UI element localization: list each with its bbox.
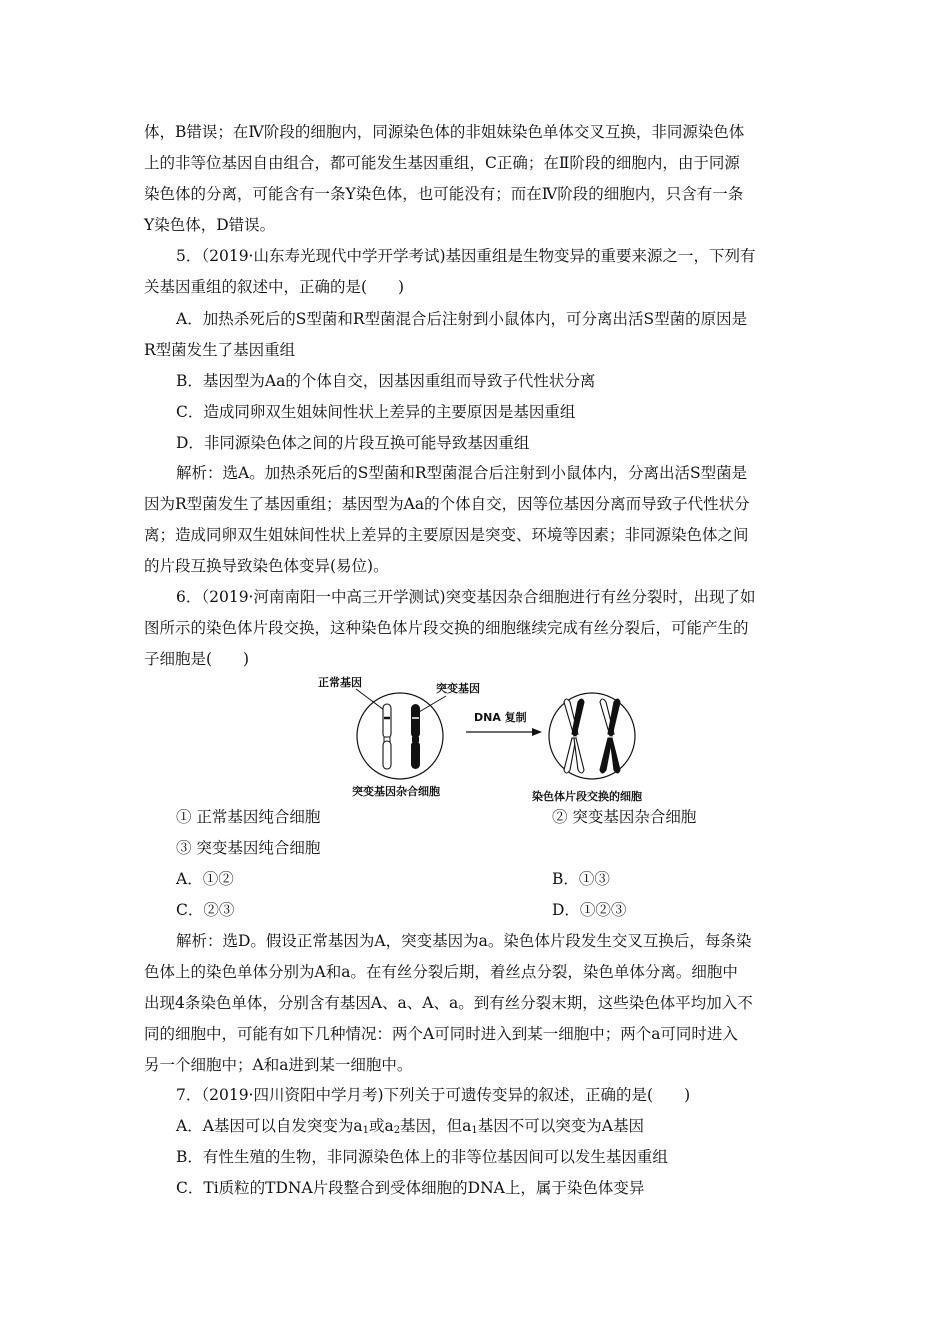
option-text: A．A基因可以自发突变为a [176, 1117, 363, 1135]
question-6-stem: 图所示的染色体片段交换，这种染色体片段交换的细胞继续完成有丝分裂后，可能产生的 [144, 619, 749, 637]
answer-6: 另一个细胞中；A和a进到某一细胞中。 [144, 1056, 413, 1074]
question-6-option-c: C．②③ [176, 901, 235, 919]
question-5-option-a: R型菌发生了基因重组 [144, 341, 296, 359]
question-5-option-c: C．造成同卵双生姐妹间性状上差异的主要原因是基因重组 [176, 403, 576, 421]
answer-6: 出现4条染色单体，分别含有基因A、a、A、a。到有丝分裂末期，这些染色体平均加入不 [144, 994, 753, 1012]
mutant-chromosome [411, 704, 420, 738]
answer-5: 解析：选A。加热杀死后的S型菌和R型菌混合后注射到小鼠体内，分离出活S型菌是 [176, 464, 748, 482]
answer-6: 同的细胞中，可能有如下几种情况：两个A可同时进入到某一细胞中；两个a可同时进入 [144, 1025, 738, 1043]
pointer-line [356, 689, 384, 710]
arrow-label: DNA 复制 [474, 711, 527, 724]
normal-chromosome-arm [383, 741, 391, 769]
cell-outline [549, 693, 635, 779]
question-5-stem: 5．（2019·山东寿光现代中学开学考试)基因重组是生物变异的重要来源之一，下列有 [176, 247, 756, 265]
text-line: 染色体的分离，可能含有一条Y染色体，也可能没有；而在Ⅳ阶段的细胞内，只含有一条 [144, 185, 744, 203]
option-text: 基因不可以突变为A基因 [477, 1117, 644, 1135]
question-7-option-a [176, 1116, 644, 1136]
statement-3: ③ 突变基因纯合细胞 [176, 839, 321, 857]
label-normal-gene: 正常基因 [318, 676, 362, 689]
cell-outline [357, 693, 443, 779]
answer-5: 离；造成同卵双生姐妹间性状上差异的主要原因是突变、环境等因素；非同源染色体之间 [144, 526, 749, 544]
text-line: Y染色体，D错误。 [144, 216, 276, 234]
statement-1: ① 正常基因纯合细胞 [176, 808, 321, 826]
caption-left: 突变基因杂合细胞 [352, 785, 440, 798]
label-mutant-gene: 突变基因 [436, 682, 480, 695]
subscript: 1 [471, 1125, 478, 1136]
question-7-option-c: C．Ti质粒的TDNA片段整合到受体细胞的DNA上，属于染色体变异 [176, 1179, 645, 1197]
question-7-stem: 7．（2019·四川资阳中学月考)下列关于可遗传变异的叙述，正确的是( ) [176, 1086, 691, 1104]
question-5-option-b: B．基因型为Aa的个体自交，因基因重组而导致子代性状分离 [176, 372, 596, 390]
option-text: 基因，但a [400, 1117, 472, 1135]
question-5-option-d: D．非同源染色体之间的片段互换可能导致基因重组 [176, 434, 530, 452]
statement-2: ② 突变基因杂合细胞 [552, 808, 697, 826]
answer-6: 解析：选D。假设正常基因为A，突变基因为a。染色体片段发生交叉互换后，每条染 [176, 932, 752, 950]
question-6-option-d: D．①②③ [552, 901, 627, 919]
caption-right: 染色体片段交换的细胞 [532, 790, 642, 803]
chromosome-diagram [296, 672, 656, 807]
chromosome-exchange-figure [296, 672, 656, 807]
replicated-chromosome-mutant [600, 699, 620, 773]
pointer-line [419, 696, 446, 712]
option-text: 或a [369, 1117, 394, 1135]
question-5-option-a: A．加热杀死后的S型菌和R型菌混合后注射到小鼠体内，可分离出活S型菌的原因是 [176, 310, 748, 328]
answer-5: 的片段互换导致染色体变异(易位)。 [144, 557, 389, 575]
answer-6: 色体上的染色单体分别为A和a。在有丝分裂后期，着丝点分裂，染色单体分离。细胞中 [144, 963, 738, 981]
question-6-stem: 子细胞是( ) [144, 650, 250, 668]
question-5-stem: 关基因重组的叙述中，正确的是( ) [144, 278, 405, 296]
text-line: 体，B错误；在Ⅳ阶段的细胞内，同源染色体的非姐妹染色单体交叉互换，非同源染色体 [144, 123, 745, 141]
replicated-chromosome-normal [564, 699, 584, 773]
answer-5: 因为R型菌发生了基因重组；基因型为Aa的个体自交，因等位基因分离而导致子代性状分 [144, 495, 750, 513]
question-7-option-b: B．有性生殖的生物，非同源染色体上的非等位基因间可以发生基因重组 [176, 1148, 668, 1166]
arrow-head [532, 728, 542, 736]
mutant-chromosome-arm [411, 741, 420, 769]
subscript: 1 [362, 1125, 370, 1136]
text-line: 上的非等位基因自由组合，都可能发生基因重组，C正确；在Ⅱ阶段的细胞内，由于同源 [144, 154, 740, 172]
subscript: 2 [393, 1125, 401, 1136]
question-6-option-b: B．①③ [552, 870, 610, 888]
question-6-stem: 6．（2019·河南南阳一中高三开学测试)突变基因杂合细胞进行有丝分裂时，出现了如 [176, 588, 756, 606]
question-6-option-a: A．①② [176, 870, 234, 888]
normal-chromosome [383, 704, 391, 738]
